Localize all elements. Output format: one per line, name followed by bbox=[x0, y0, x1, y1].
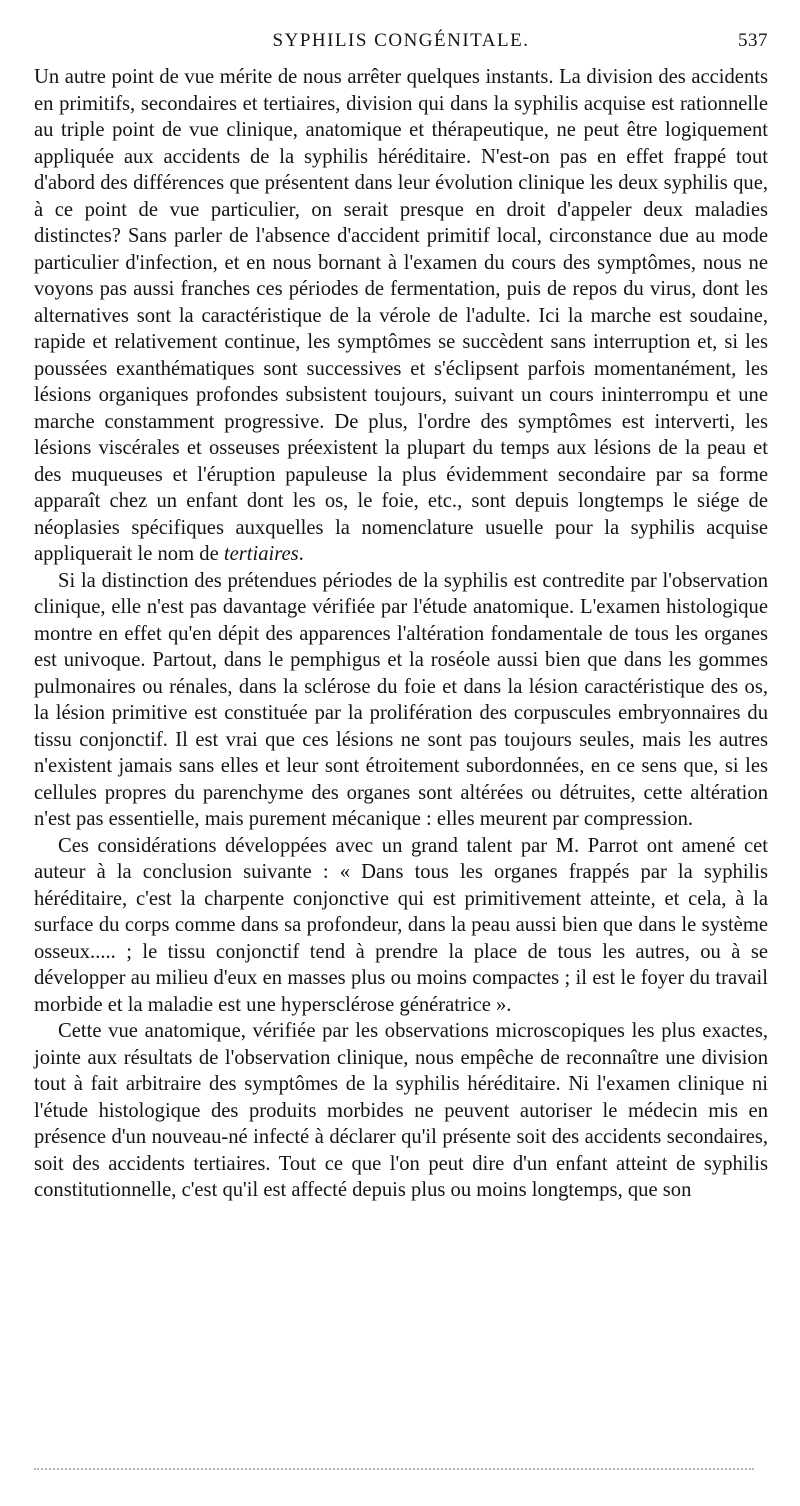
running-title: SYPHILIS CONGÉNITALE. bbox=[272, 30, 530, 51]
paragraph-3: Ces considérations développées avec un grand talent par M. Parrot ont amené cet auteur à la conclusion suivante : « Dans tous les organes frappés par la syphilis héréditaire, c'est la charpente conjonctive qui est primitivement atteinte, et cela, à la surface du corps comme dans sa profondeur, dans la peau aussi bien que dans le système osseux..... ; le tissu conjonctif tend à prendre la place de tous les autres, ou à se développer au milieu d'eux en masses plus ou moins compactes ; il est le foyer du travail morbide et la maladie est une hypersclérose génératrice ». bbox=[34, 834, 768, 1016]
page-number: 537 bbox=[738, 30, 768, 51]
paragraph-1-tail: . bbox=[298, 543, 304, 565]
book-page bbox=[34, 30, 768, 1204]
paragraph-2: Si la distinction des prétendues périodes de la syphilis est contredite par l'observation clinique, elle n'est pas davantage vérifiée par l'étude anatomique. L'examen histologique montre en effet qu'en dépit des apparences l'altération fondamentale de tous les organes est univoque. Partout, dans le pemphigus et la roséole aussi bien que dans les gommes pulmonaires ou rénales, dans la sclérose du foie et dans la lésion caractéristique des os, la lésion primitive est constituée par la prolifération des corpuscules embryonnaires du tissu conjonctif. Il est vrai que ces lésions ne sont pas toujours seules, mais les autres n'existent jamais sans elles et leur sont étroitement subordonnées, en ce sens que, si les cellules propres du parenchyme des organes sont altérées ou détruites, cette altération n'est pas essentielle, mais purement mécanique : elles meurent par compression. bbox=[34, 569, 768, 830]
paragraph-1-emphasis: tertiaires bbox=[223, 543, 299, 565]
paragraph-1 bbox=[34, 64, 768, 568]
body-text bbox=[34, 64, 768, 1204]
paragraph-4: Cette vue anatomique, vérifiée par les observations microscopiques les plus exactes, jointe aux résultats de l'observation clinique, nous empêche de reconnaître une division tout à fait arbitraire des symptômes de la syphilis héréditaire. Ni l'examen clinique ni l'étude histologique des produits morbides ne peuvent autoriser le médecin mis en présence d'un nouveau-né infecté à déclarer qu'il présente soit des accidents secondaires, soit des accidents tertiaires. Tout ce que l'on peut dire d'un enfant atteint de syphilis constitutionnelle, c'est qu'il est affecté depuis plus ou moins longtemps, que son bbox=[34, 1020, 768, 1201]
paragraph-1-text: Un autre point de vue mérite de nous arrêter quelques instants. La division des accidents en primitifs, secondaires et tertiaires, division qui dans la syphilis acquise est rationnelle au triple point de vue clinique, anatomique et thérapeutique, ne peut être logiquement appliquée aux accidents de la syphilis héréditaire. N'est-on pas en effet frappé tout d'abord des différences que présentent dans leur évolution clinique les deux syphilis que, à ce point de vue particulier, on serait presque en droit d'appeler deux maladies distinctes? Sans parler de l'absence d'accident primitif local, circonstance due au mode particulier d'infection, et en nous bornant à l'examen du cours des symptômes, nous ne voyons pas aussi franches ces périodes de fermentation, puis de repos du virus, dont les alternatives sont la caractéristique de la vérole de l'adulte. Ici la marche est soudaine, rapide et relativement continue, les symptômes se succèdent sans interruption et, si les poussées exanthématiques sont successives et s'éclipsent parfois momentanément, les lésions organiques profondes subsistent toujours, suivant un cours ininterrompu et une marche constamment progressive. De plus, l'ordre des symptômes est interverti, les lésions viscérales et osseuses préexistent la plupart du temps aux lésions de la peau et des muqueuses et l'éruption papuleuse la plus évidemment secondaire par sa forme apparaît chez un enfant dont les os, le foie, etc., sont depuis longtemps le siége de néoplasies spécifiques auxquelles la nomenclature usuelle pour la syphilis acquise appliquerait le nom de bbox=[34, 66, 768, 565]
page-header bbox=[34, 30, 768, 56]
footer-dotted-rule bbox=[34, 1468, 754, 1470]
